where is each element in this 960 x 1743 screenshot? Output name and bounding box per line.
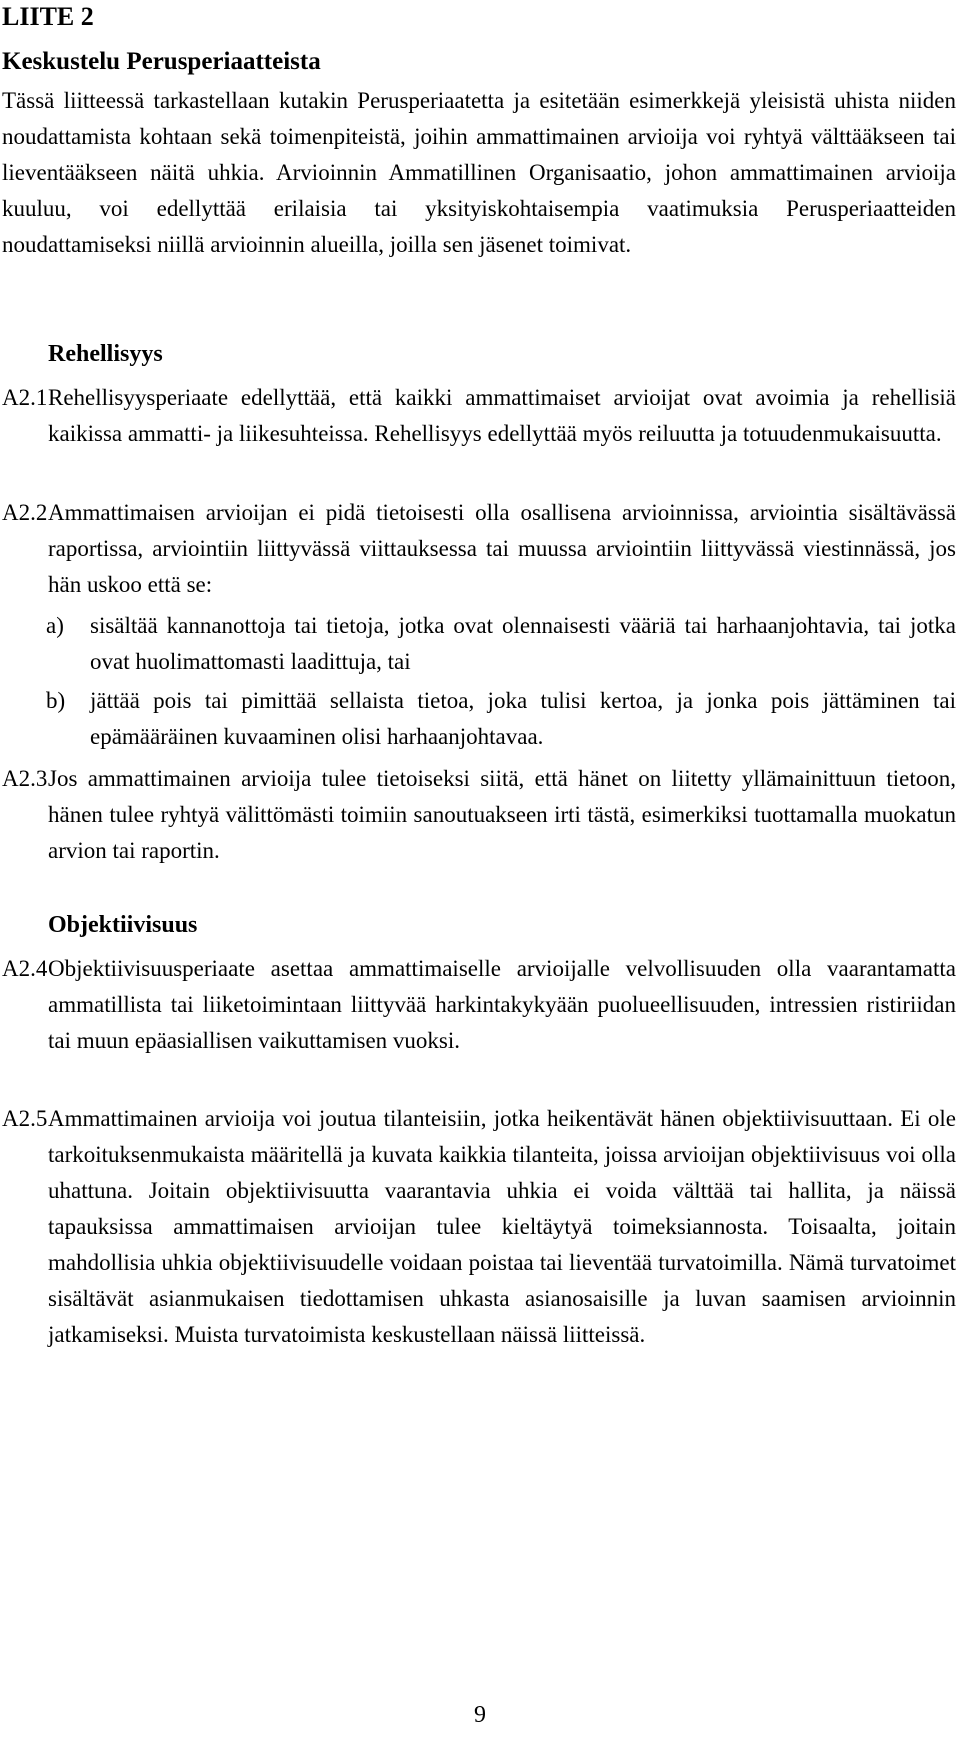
list-item-text: sisältää kannanottoja tai tietoja, jotka ovat olennaisesti vääriä tai harhaanjohtavia, tai jotka ovat huolimattomasti laadittuja, tai <box>90 613 956 674</box>
appendix-title: Keskustelu Perusperiaatteista <box>2 48 321 75</box>
paragraph-number: A2.5 <box>2 1106 48 1131</box>
paragraph-number: A2.1 <box>2 385 48 410</box>
list-item-marker: a) <box>46 613 64 638</box>
paragraph-a2-2 <box>2 495 956 603</box>
appendix-label: LIITE 2 <box>2 2 94 31</box>
paragraph-a2-5 <box>2 1101 956 1353</box>
intro-paragraph: Tässä liitteessä tarkastellaan kutakin Perusperiaatetta ja esitetään esimerkkejä yleisistä uhista niiden noudattamista kohtaan sekä toimenpiteistä, joihin ammattimainen arvioija voi ryhtyä välttääkseen tai lieventääkseen näitä uhkia. Arvioinnin Ammatillinen Organisaatio, johon ammattimainen arvioija kuuluu, voi edellyttää erilaisia tai yksityiskohtaisempia vaatimuksia Perusperiaatteiden noudattamiseksi niillä arvioinnin alueilla, joilla sen jäsenet toimivat. <box>2 88 956 257</box>
paragraph-number: A2.2 <box>2 500 48 525</box>
paragraph-number: A2.3 <box>2 766 48 791</box>
paragraph-text: Objektiivisuusperiaate asettaa ammattimaiselle arvioijalle velvollisuuden olla vaarantamatta ammatillista tai liiketoimintaan liittyvää harkintakykyään puolueellisuuden, intressien ristiriidan tai muun epäasiallisen vaikuttamisen vuoksi. <box>48 956 956 1053</box>
paragraph-text: Rehellisyysperiaate edellyttää, että kaikki ammattimaiset arvioijat ovat avoimia ja rehellisiä kaikissa ammatti- ja liikesuhteissa. Rehellisyys edellyttää myös reiluutta ja totuudenmukaisuutta. <box>48 385 956 446</box>
list-item-marker: b) <box>46 688 66 713</box>
section-heading-objektiivisuus: Objektiivisuus <box>48 912 198 938</box>
paragraph-a2-3 <box>2 761 956 869</box>
paragraph-text: Ammattimaisen arvioijan ei pidä tietoisesti olla osallisena arvioinnissa, arviointia sisältävässä raportissa, arviointiin liittyvässä viittauksessa tai muussa arviointiin liittyvässä viestinnässä, jos hän uskoo että se: <box>48 500 956 597</box>
paragraph-a2-4 <box>2 951 956 1059</box>
page-number: 9 <box>474 1702 486 1728</box>
list-item-text: jättää pois tai pimittää sellaista tietoa, joka tulisi kertoa, ja jonka pois jättäminen tai epämääräinen kuvaaminen olisi harhaanjohtavaa. <box>90 688 956 749</box>
list-item-b <box>46 683 956 755</box>
paragraph-text: Jos ammattimainen arvioija tulee tietoiseksi siitä, että hänet on liitetty yllämainittuun tietoon, hänen tulee ryhtyä välittömästi toimiin sanoutuakseen irti tästä, esimerkiksi tuottamalla muokatun arvion tai raportin. <box>48 766 956 863</box>
list-item-a <box>46 608 956 680</box>
paragraph-a2-1 <box>2 380 956 452</box>
paragraph-number: A2.4 <box>2 956 48 981</box>
paragraph-text: Ammattimainen arvioija voi joutua tilanteisiin, jotka heikentävät hänen objektiivisuuttaan. Ei ole tarkoituksenmukaista määritellä ja kuvata kaikkia tilanteita, joissa arvioijan objektiivisuus voi olla uhattuna. Joitain objektiivisuutta vaarantavia uhkia ei voida välttää tai hallita, ja näissä tapauksissa ammattimaisen arvioijan tulee kieltäytyä toimeksiannosta. Toisaalta, joitain mahdollisia uhkia objektiivisuudelle voidaan poistaa tai lieventää turvatoimilla. Nämä turvatoimet sisältävät asianmukaisen tiedottamisen uhkasta asianosaisille ja luvan saamisen arvioinnin jatkamiseksi. Muista turvatoimista keskustellaan näissä liitteissä. <box>48 1106 956 1347</box>
section-heading-rehellisyys: Rehellisyys <box>48 341 163 367</box>
